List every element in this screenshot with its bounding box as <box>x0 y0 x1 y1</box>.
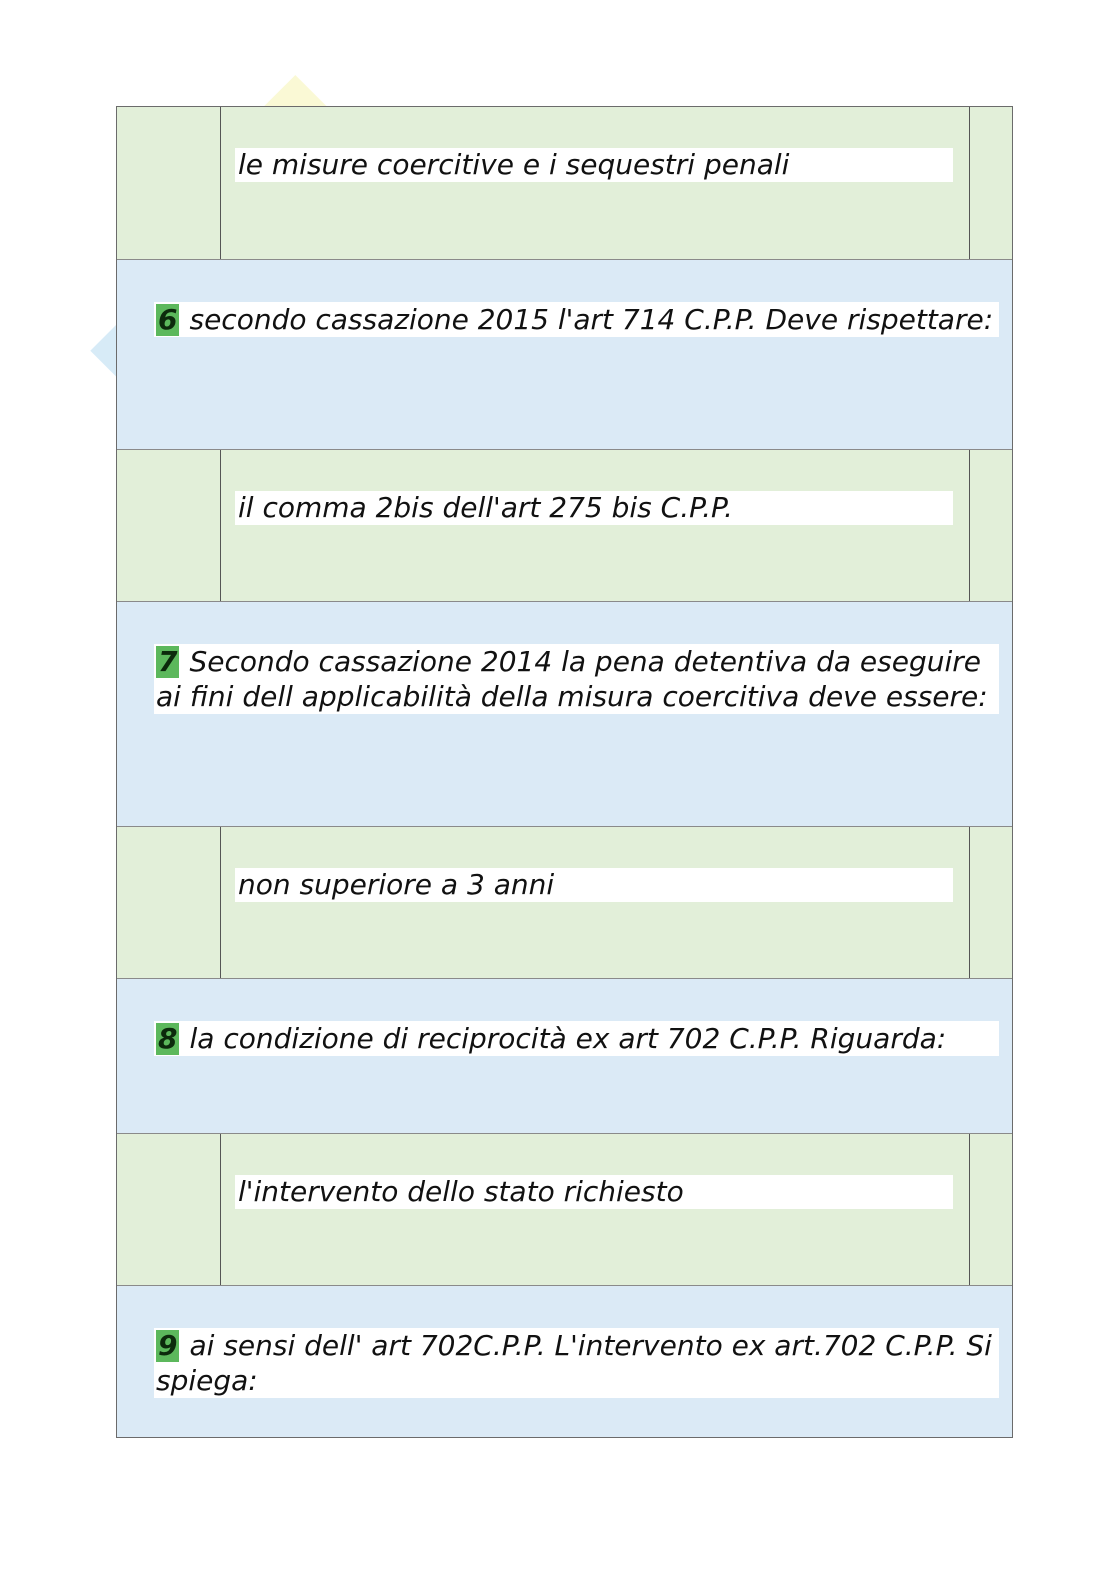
quiz-table <box>116 106 1013 1438</box>
question-row <box>117 978 1012 1133</box>
answer-text: le misure coercitive e i sequestri penali <box>235 148 953 182</box>
question-number: 7 <box>158 645 178 678</box>
question-text <box>154 302 999 337</box>
question-label: Secondo cassazione 2014 la pena detentiva da eseguire ai fini dell applicabilità della misura coercitiva deve essere: <box>156 645 988 713</box>
question-number: 6 <box>158 303 178 336</box>
question-text <box>154 1328 999 1398</box>
question-number: 8 <box>158 1022 178 1055</box>
question-text <box>154 1021 999 1056</box>
question-text <box>154 644 999 714</box>
question-row <box>117 259 1012 449</box>
answer-row <box>117 826 1012 978</box>
question-row <box>117 601 1012 826</box>
question-label: secondo cassazione 2015 l'art 714 C.P.P. Deve rispettare: <box>189 303 994 336</box>
question-label: la condizione di reciprocità ex art 702 C.P.P. Riguarda: <box>189 1022 947 1055</box>
question-number: 9 <box>158 1329 178 1362</box>
answer-text: il comma 2bis dell'art 275 bis C.P.P. <box>235 491 953 525</box>
answer-row <box>117 1133 1012 1285</box>
answer-text: non superiore a 3 anni <box>235 868 953 902</box>
answer-row <box>117 107 1012 259</box>
question-row <box>117 1285 1012 1437</box>
answer-text: l'intervento dello stato richiesto <box>235 1175 953 1209</box>
question-label: ai sensi dell' art 702C.P.P. L'intervento ex art.702 C.P.P. Si spiega: <box>156 1329 992 1397</box>
answer-row <box>117 449 1012 601</box>
